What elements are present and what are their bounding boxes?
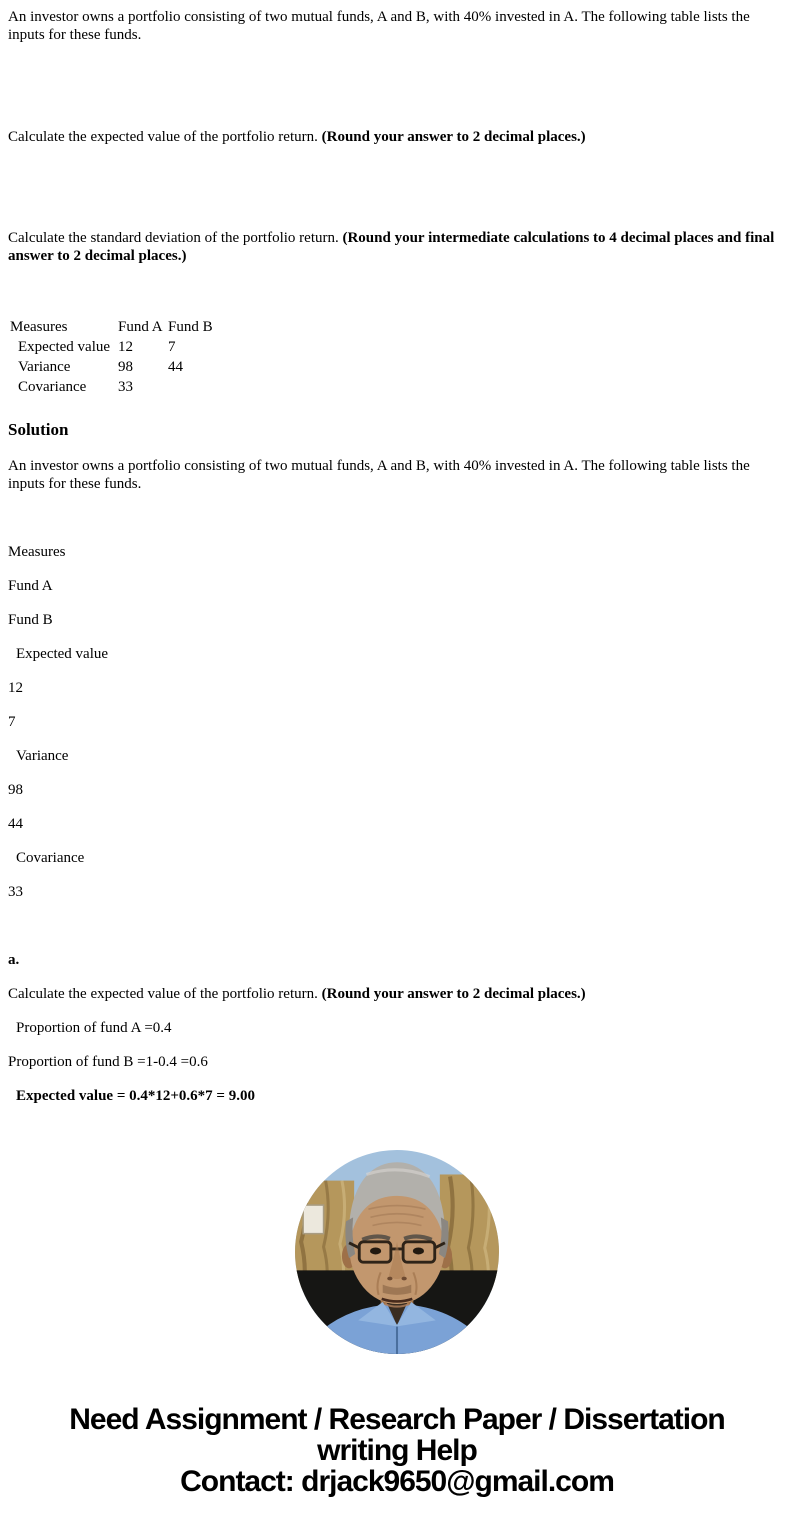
photo-left-nostril xyxy=(387,1277,392,1281)
solution-item-fund-a: Fund A xyxy=(8,578,53,594)
footer-line-2: writing Help xyxy=(317,1434,477,1467)
question-a xyxy=(8,128,786,146)
header-fund-b: Fund B xyxy=(168,319,213,335)
question-a-rounding-note: (Round your answer to 2 decimal places.) xyxy=(321,129,586,145)
solution-item-expected-value: Expected value xyxy=(16,646,109,662)
cell-measure: Variance xyxy=(18,359,71,375)
solution-item-fund-b: Fund B xyxy=(8,612,53,628)
table-row-covariance xyxy=(10,377,228,397)
solution-item-variance: Variance xyxy=(16,748,69,764)
cell-fund-a-value: 98 xyxy=(118,359,133,375)
table-row-variance xyxy=(10,357,228,377)
footer-banner xyxy=(8,1404,786,1497)
part-a-question xyxy=(8,985,786,1003)
photo-right-nostril xyxy=(401,1277,406,1281)
photo-right-eye xyxy=(413,1248,424,1255)
proportion-fund-b-line: Proportion of fund B =1-0.4 =0.6 xyxy=(8,1054,208,1070)
header-fund-a: Fund A xyxy=(118,319,163,335)
table-row-expected-value xyxy=(10,337,228,357)
document xyxy=(8,8,786,1497)
part-a-rounding-note: (Round your answer to 2 decimal places.) xyxy=(321,986,586,1002)
question-b-rounding-note: (Round your intermediate calculations to 4 decimal places and final answer to 2 decimal places.) xyxy=(8,230,775,264)
part-a-label: a. xyxy=(8,952,20,968)
solution-item-covariance: Covariance xyxy=(16,850,85,866)
cell-measure: Expected value xyxy=(18,339,111,355)
footer-contact: Contact: drjack9650@gmail.com xyxy=(180,1465,614,1498)
solution-item-measures: Measures xyxy=(8,544,66,560)
footer-line-1: Need Assignment / Research Paper / Dissertation xyxy=(69,1403,725,1436)
solution-item-value-12: 12 xyxy=(8,680,23,696)
solution-heading: Solution xyxy=(8,420,69,439)
cell-fund-b-value xyxy=(168,377,228,397)
expected-value-result-line: Expected value = 0.4*12+0.6*7 = 9.00 xyxy=(16,1088,255,1104)
cell-fund-a-value: 33 xyxy=(118,379,133,395)
question-b xyxy=(8,229,786,265)
cell-fund-b-value: 7 xyxy=(168,339,176,355)
picture-frame xyxy=(303,1205,323,1234)
cell-fund-b-value: 44 xyxy=(168,359,183,375)
cell-fund-a-value: 12 xyxy=(118,339,133,355)
intro-paragraph: An investor owns a portfolio consisting of two mutual funds, A and B, with 40% invested in A. The following table lists the inputs for these funds. xyxy=(8,9,750,43)
proportion-fund-a-line: Proportion of fund A =0.4 xyxy=(16,1020,172,1036)
tutor-photo xyxy=(295,1150,499,1354)
part-a-question-text: Calculate the expected value of the portfolio return. xyxy=(8,986,322,1002)
question-b-text: Calculate the standard deviation of the portfolio return. xyxy=(8,230,343,246)
cell-measure: Covariance xyxy=(18,379,87,395)
solution-item-value-7: 7 xyxy=(8,714,16,730)
inputs-table-header-row xyxy=(10,317,228,337)
solution-item-value-98: 98 xyxy=(8,782,23,798)
question-a-text: Calculate the expected value of the portfolio return. xyxy=(8,129,322,145)
header-measures: Measures xyxy=(10,319,68,335)
solution-item-value-33: 33 xyxy=(8,884,23,900)
solution-intro-paragraph: An investor owns a portfolio consisting of two mutual funds, A and B, with 40% invested in A. The following table lists the inputs for these funds. xyxy=(8,458,750,492)
tutor-photo-image xyxy=(295,1150,499,1354)
solution-item-value-44: 44 xyxy=(8,816,23,832)
photo-left-eye xyxy=(370,1248,381,1255)
inputs-table xyxy=(10,317,228,397)
